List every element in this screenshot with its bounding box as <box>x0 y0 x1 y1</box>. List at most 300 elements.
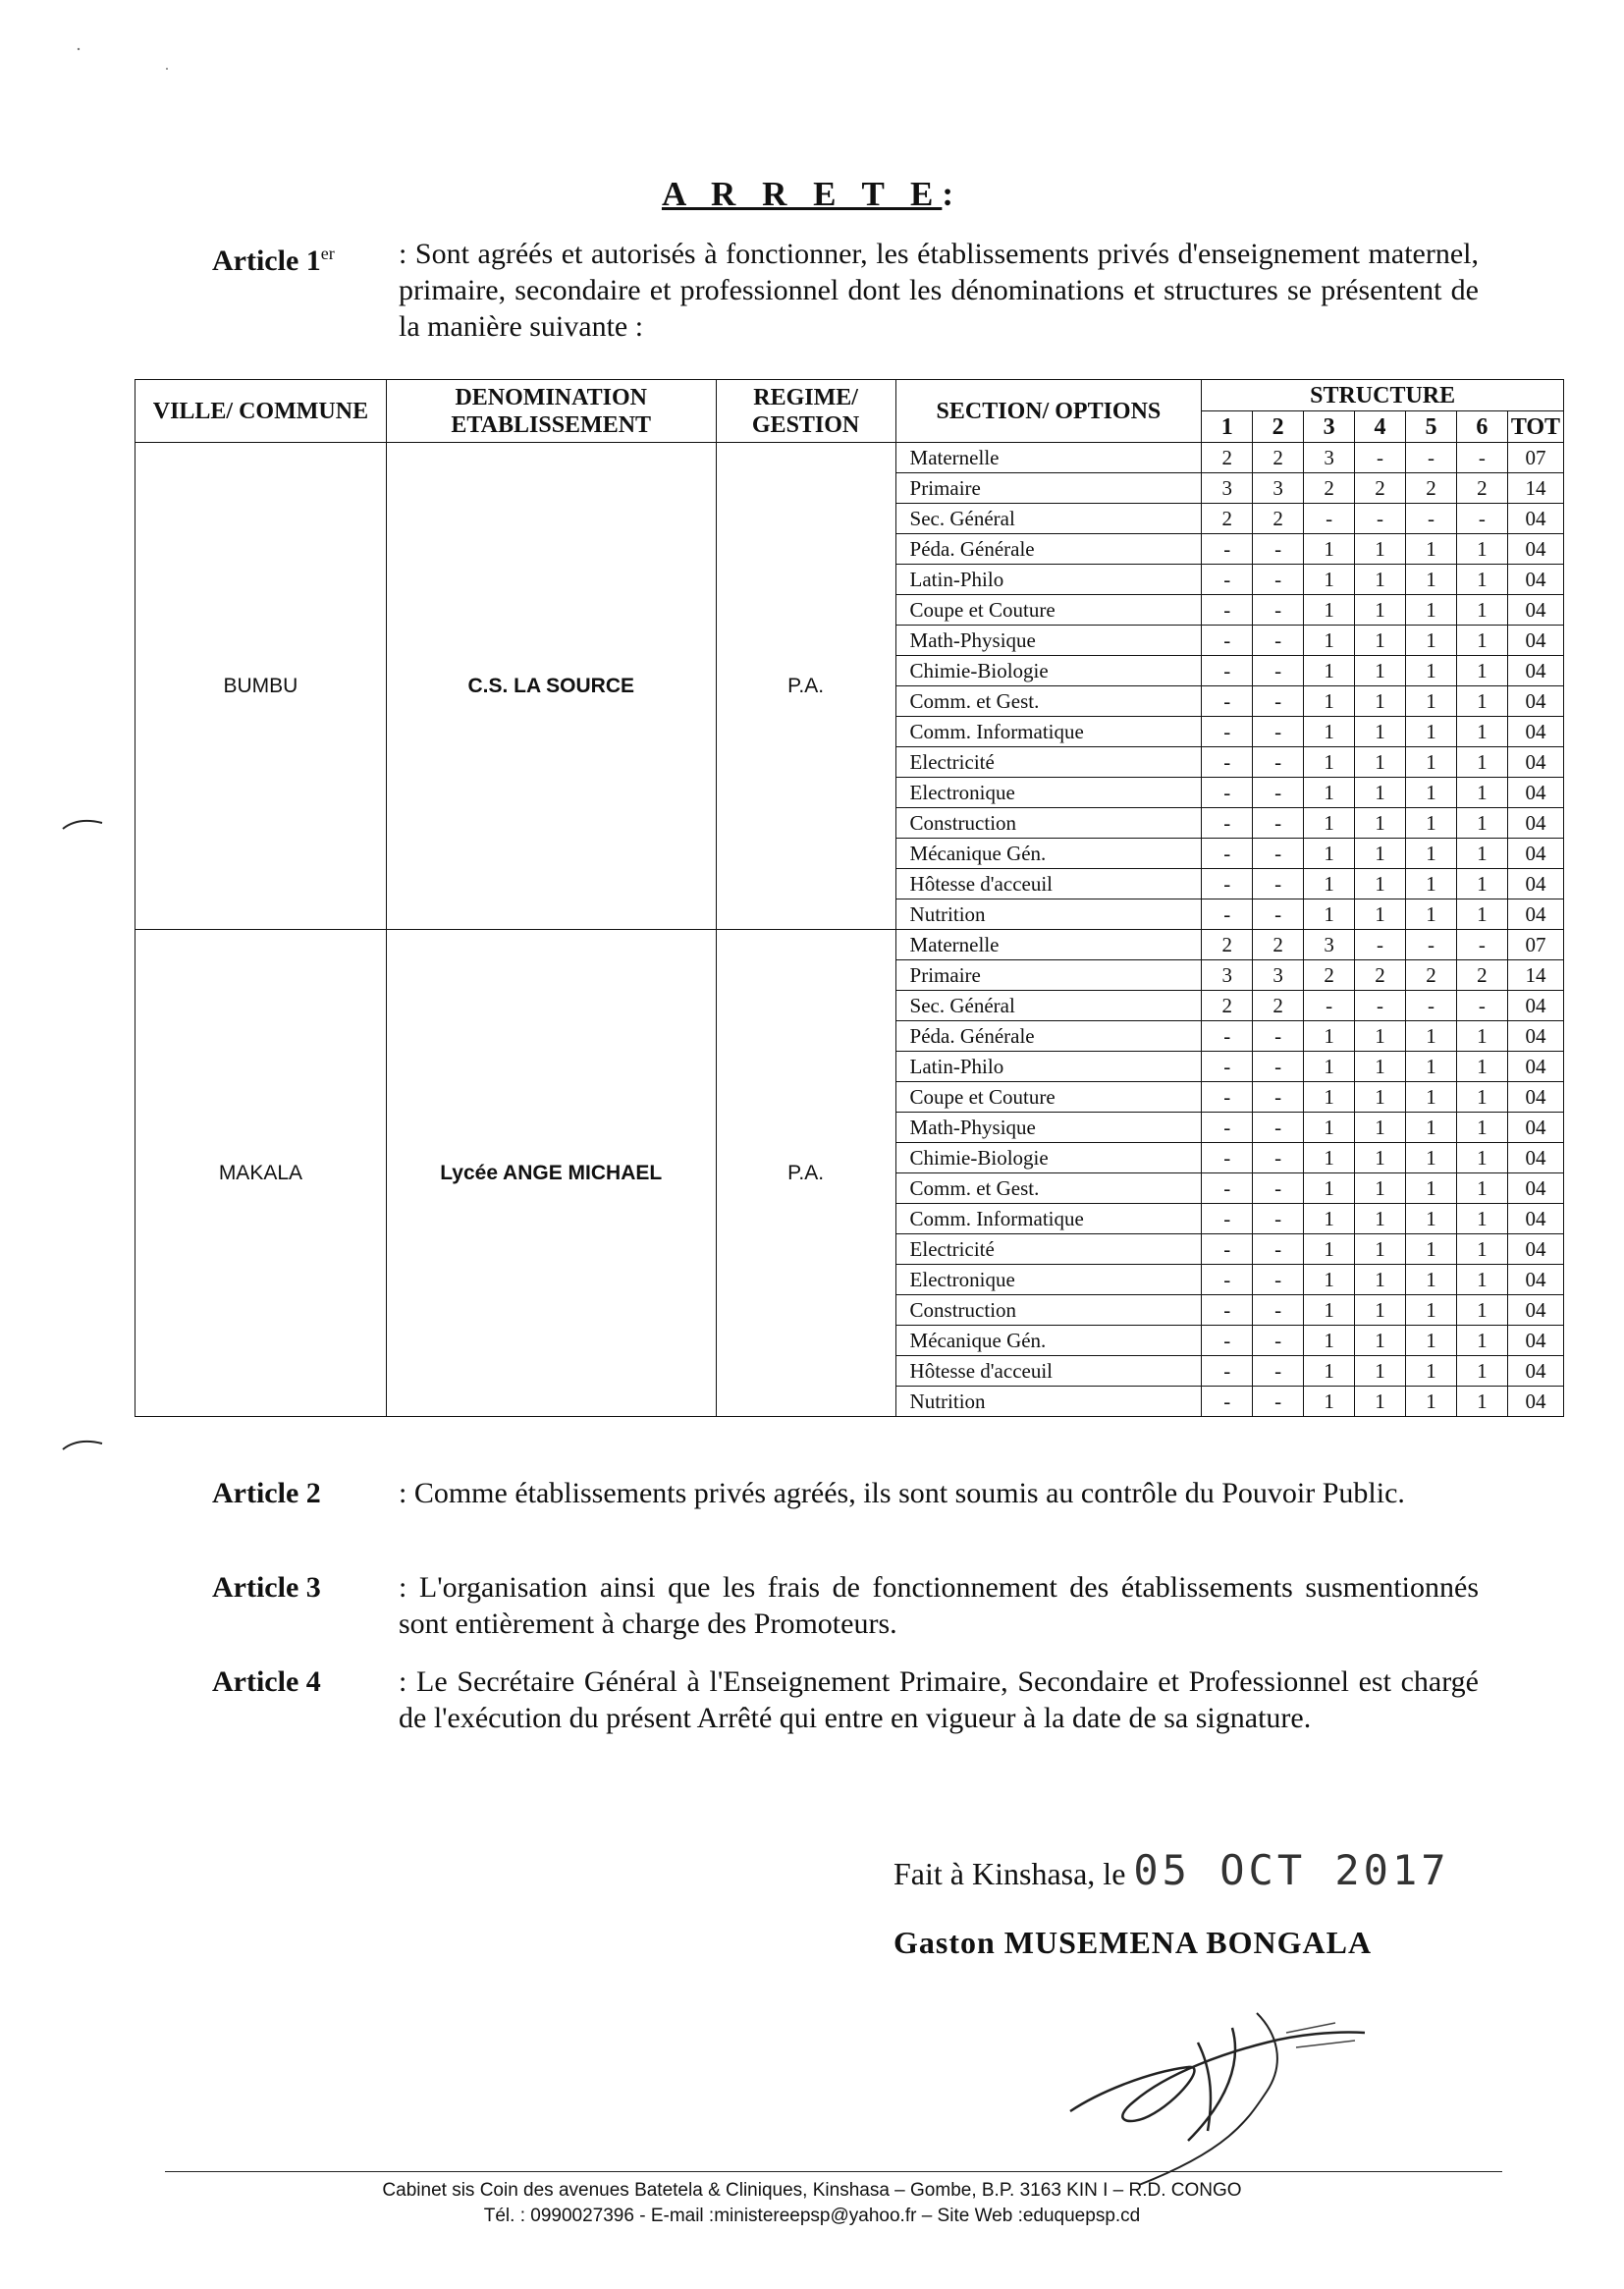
cell-level-value: - <box>1304 504 1355 534</box>
cell-option: Hôtesse d'acceuil <box>895 1356 1202 1387</box>
cell-level-value: 1 <box>1456 534 1507 565</box>
cell-level-value: - <box>1304 991 1355 1021</box>
cell-level-value: 1 <box>1456 899 1507 930</box>
cell-level-value: 2 <box>1253 991 1304 1021</box>
cell-level-value: - <box>1406 443 1457 473</box>
cell-option: Construction <box>895 808 1202 839</box>
footer-contact: Tél. : 0990027396 - E-mail :ministereepsp@yahoo.fr – Site Web :eduquepsp.cd <box>483 2206 1141 2226</box>
cell-level-value: 1 <box>1304 626 1355 656</box>
cell-level-value: 1 <box>1304 565 1355 595</box>
cell-level-value: 1 <box>1355 626 1406 656</box>
cell-level-value: 1 <box>1406 1295 1457 1326</box>
cell-level-value: - <box>1202 686 1253 717</box>
header-level: 6 <box>1456 411 1507 443</box>
article-1-sup: er <box>320 244 335 263</box>
cell-level-value: 2 <box>1202 443 1253 473</box>
cell-level-value: 1 <box>1304 808 1355 839</box>
header-section: SECTION/ OPTIONS <box>895 380 1202 443</box>
cell-level-value: 2 <box>1355 960 1406 991</box>
cell-level-value: - <box>1456 504 1507 534</box>
footer-divider <box>165 2171 1502 2172</box>
cell-level-value: 1 <box>1304 1356 1355 1387</box>
cell-total: 04 <box>1507 534 1563 565</box>
article-2 <box>212 1475 1479 1511</box>
cell-level-value: 1 <box>1406 717 1457 747</box>
cell-level-value: 1 <box>1456 747 1507 778</box>
cell-level-value: - <box>1253 869 1304 899</box>
cell-option: Math-Physique <box>895 1113 1202 1143</box>
cell-level-value: 2 <box>1456 960 1507 991</box>
cell-level-value: - <box>1202 1265 1253 1295</box>
cell-level-value: 1 <box>1304 869 1355 899</box>
cell-level-value: - <box>1406 504 1457 534</box>
header-level: 2 <box>1253 411 1304 443</box>
cell-level-value: 1 <box>1304 1265 1355 1295</box>
cell-total: 04 <box>1507 656 1563 686</box>
cell-level-value: 1 <box>1355 808 1406 839</box>
header-denomination: DENOMINATION ETABLISSEMENT <box>386 380 716 443</box>
cell-level-value: 3 <box>1202 960 1253 991</box>
header-structure: STRUCTURE <box>1202 380 1564 411</box>
cell-total: 04 <box>1507 626 1563 656</box>
cell-total: 04 <box>1507 1021 1563 1052</box>
cell-total: 04 <box>1507 686 1563 717</box>
cell-level-value: - <box>1202 1052 1253 1082</box>
cell-level-value: - <box>1355 443 1406 473</box>
cell-total: 04 <box>1507 1052 1563 1082</box>
cell-level-value: - <box>1456 930 1507 960</box>
cell-level-value: - <box>1253 1326 1304 1356</box>
cell-level-value: - <box>1253 1113 1304 1143</box>
cell-level-value: - <box>1202 1173 1253 1204</box>
cell-level-value: 1 <box>1304 1204 1355 1234</box>
cell-level-value: 1 <box>1456 1295 1507 1326</box>
cell-option: Primaire <box>895 960 1202 991</box>
article-3-text: : L'organisation ainsi que les frais de fonctionnement des établissements susmentionnés sont entièrement à charge des Promoteurs. <box>399 1571 1479 1640</box>
cell-level-value: - <box>1202 869 1253 899</box>
structure-table <box>135 379 1564 1417</box>
cell-level-value: 2 <box>1456 473 1507 504</box>
scan-mark-left-2 <box>59 1436 108 1455</box>
cell-level-value: 1 <box>1355 1082 1406 1113</box>
cell-level-value: 1 <box>1456 1265 1507 1295</box>
cell-level-value: 1 <box>1355 778 1406 808</box>
cell-option: Chimie-Biologie <box>895 1143 1202 1173</box>
cell-total: 04 <box>1507 991 1563 1021</box>
cell-level-value: 1 <box>1456 1082 1507 1113</box>
cell-total: 04 <box>1507 565 1563 595</box>
cell-level-value: 1 <box>1406 1173 1457 1204</box>
cell-level-value: 1 <box>1304 899 1355 930</box>
cell-level-value: - <box>1202 839 1253 869</box>
cell-level-value: - <box>1253 1295 1304 1326</box>
cell-option: Coupe et Couture <box>895 595 1202 626</box>
cell-level-value: - <box>1253 656 1304 686</box>
header-level: 5 <box>1406 411 1457 443</box>
cell-total: 04 <box>1507 869 1563 899</box>
title-colon: : <box>942 175 963 213</box>
article-3-label: Article 3 <box>212 1571 321 1604</box>
cell-level-value: 1 <box>1456 1113 1507 1143</box>
cell-level-value: 2 <box>1406 473 1457 504</box>
cell-level-value: - <box>1406 991 1457 1021</box>
cell-level-value: 1 <box>1304 1173 1355 1204</box>
cell-level-value: 2 <box>1406 960 1457 991</box>
header-level: 1 <box>1202 411 1253 443</box>
cell-level-value: 2 <box>1202 930 1253 960</box>
table-row <box>135 930 1564 960</box>
cell-level-value: - <box>1202 1113 1253 1143</box>
cell-option: Chimie-Biologie <box>895 656 1202 686</box>
cell-level-value: 1 <box>1406 808 1457 839</box>
cell-level-value: 1 <box>1304 656 1355 686</box>
cell-total: 04 <box>1507 595 1563 626</box>
cell-level-value: - <box>1253 899 1304 930</box>
cell-total: 04 <box>1507 839 1563 869</box>
cell-level-value: 1 <box>1304 534 1355 565</box>
cell-regime: P.A. <box>716 930 895 1417</box>
article-2-text: : Comme établissements privés agréés, ils sont soumis au contrôle du Pouvoir Public. <box>399 1477 1405 1509</box>
cell-level-value: 1 <box>1406 1082 1457 1113</box>
cell-option: Mécanique Gén. <box>895 1326 1202 1356</box>
cell-ville: BUMBU <box>135 443 387 930</box>
cell-level-value: 1 <box>1355 1052 1406 1082</box>
cell-level-value: - <box>1253 626 1304 656</box>
header-level: 3 <box>1304 411 1355 443</box>
cell-level-value: 1 <box>1355 686 1406 717</box>
cell-level-value: - <box>1253 1234 1304 1265</box>
cell-level-value: 1 <box>1456 808 1507 839</box>
cell-total: 04 <box>1507 1387 1563 1417</box>
cell-total: 04 <box>1507 747 1563 778</box>
cell-level-value: 1 <box>1355 1356 1406 1387</box>
cell-option: Comm. Informatique <box>895 1204 1202 1234</box>
cell-level-value: 1 <box>1355 565 1406 595</box>
cell-level-value: - <box>1202 534 1253 565</box>
cell-level-value: 1 <box>1355 1265 1406 1295</box>
cell-level-value: - <box>1202 778 1253 808</box>
cell-option: Latin-Philo <box>895 1052 1202 1082</box>
cell-total: 04 <box>1507 1326 1563 1356</box>
cell-level-value: - <box>1355 930 1406 960</box>
footer-address: Cabinet sis Coin des avenues Batetela & Cliniques, Kinshasa – Gombe, B.P. 3163 KIN I – R.D. CONGO <box>382 2180 1242 2201</box>
cell-level-value: - <box>1406 930 1457 960</box>
cell-level-value: 1 <box>1406 1021 1457 1052</box>
cell-total: 04 <box>1507 808 1563 839</box>
cell-level-value: - <box>1253 1021 1304 1052</box>
cell-level-value: 1 <box>1406 656 1457 686</box>
cell-level-value: 1 <box>1456 1234 1507 1265</box>
cell-level-value: 1 <box>1406 1204 1457 1234</box>
cell-level-value: 1 <box>1456 1021 1507 1052</box>
cell-level-value: 1 <box>1456 1356 1507 1387</box>
cell-level-value: 3 <box>1304 930 1355 960</box>
cell-level-value: 1 <box>1355 747 1406 778</box>
article-4 <box>212 1663 1479 1736</box>
cell-level-value: 1 <box>1355 1387 1406 1417</box>
article-3 <box>212 1569 1479 1642</box>
cell-option: Electronique <box>895 778 1202 808</box>
cell-level-value: 1 <box>1456 656 1507 686</box>
cell-total: 04 <box>1507 1143 1563 1173</box>
cell-level-value: 1 <box>1304 1082 1355 1113</box>
cell-total: 04 <box>1507 1113 1563 1143</box>
date-stamp: 05 OCT 2017 <box>1133 1846 1450 1894</box>
cell-level-value: 3 <box>1253 473 1304 504</box>
cell-level-value: 1 <box>1355 1204 1406 1234</box>
cell-level-value: - <box>1253 595 1304 626</box>
article-4-text: : Le Secrétaire Général à l'Enseignement Primaire, Secondaire et Professionnel est chargé de l'exécution du présent Arrêté qui entre en vigueur à la date de sa signature. <box>399 1665 1479 1734</box>
cell-total: 04 <box>1507 1173 1563 1204</box>
signature-place-text: Fait à Kinshasa, le <box>893 1856 1126 1891</box>
cell-option: Maternelle <box>895 930 1202 960</box>
header-level: 4 <box>1355 411 1406 443</box>
cell-level-value: 1 <box>1304 1387 1355 1417</box>
cell-level-value: - <box>1202 808 1253 839</box>
cell-level-value: 1 <box>1456 869 1507 899</box>
cell-level-value: - <box>1202 565 1253 595</box>
cell-level-value: 1 <box>1456 595 1507 626</box>
cell-level-value: 1 <box>1406 869 1457 899</box>
cell-level-value: - <box>1253 839 1304 869</box>
cell-option: Maternelle <box>895 443 1202 473</box>
cell-level-value: 1 <box>1304 747 1355 778</box>
cell-option: Nutrition <box>895 1387 1202 1417</box>
table-row <box>135 443 1564 473</box>
cell-level-value: 1 <box>1456 1204 1507 1234</box>
cell-level-value: 1 <box>1406 839 1457 869</box>
cell-level-value: 2 <box>1202 991 1253 1021</box>
cell-level-value: - <box>1253 1265 1304 1295</box>
cell-level-value: - <box>1253 1204 1304 1234</box>
cell-level-value: 1 <box>1406 747 1457 778</box>
cell-total: 07 <box>1507 930 1563 960</box>
article-1-text: : Sont agréés et autorisés à fonctionner, les établissements privés d'enseignement maternel, primaire, secondaire et professionnel dont les dénominations et structures se présentent de la manière suivante : <box>399 238 1479 343</box>
cell-level-value: 1 <box>1406 1387 1457 1417</box>
cell-level-value: 2 <box>1304 960 1355 991</box>
cell-level-value: - <box>1202 1356 1253 1387</box>
article-2-label: Article 2 <box>212 1477 321 1509</box>
cell-level-value: 3 <box>1304 443 1355 473</box>
cell-level-value: - <box>1202 1234 1253 1265</box>
cell-level-value: 1 <box>1304 1113 1355 1143</box>
cell-level-value: 1 <box>1456 1387 1507 1417</box>
cell-level-value: 1 <box>1456 565 1507 595</box>
cell-option: Comm. et Gest. <box>895 1173 1202 1204</box>
cell-level-value: 1 <box>1304 839 1355 869</box>
handwritten-signature <box>1041 1974 1394 2190</box>
cell-level-value: 1 <box>1406 1265 1457 1295</box>
cell-option: Hôtesse d'acceuil <box>895 869 1202 899</box>
cell-level-value: 2 <box>1253 504 1304 534</box>
cell-level-value: 1 <box>1355 1143 1406 1173</box>
cell-option: Comm. Informatique <box>895 717 1202 747</box>
cell-level-value: 1 <box>1355 656 1406 686</box>
cell-total: 14 <box>1507 960 1563 991</box>
cell-denomination: C.S. LA SOURCE <box>386 443 716 930</box>
cell-level-value: - <box>1202 1143 1253 1173</box>
cell-option: Electronique <box>895 1265 1202 1295</box>
cell-level-value: - <box>1253 1356 1304 1387</box>
cell-level-value: 1 <box>1355 1234 1406 1265</box>
cell-option: Péda. Générale <box>895 1021 1202 1052</box>
cell-total: 04 <box>1507 504 1563 534</box>
cell-level-value: 1 <box>1406 1052 1457 1082</box>
cell-level-value: 1 <box>1355 1021 1406 1052</box>
cell-level-value: 2 <box>1253 930 1304 960</box>
scan-mark-left-1 <box>59 815 108 835</box>
cell-option: Construction <box>895 1295 1202 1326</box>
cell-option: Sec. Général <box>895 504 1202 534</box>
signatory-name: Gaston MUSEMENA BONGALA <box>893 1925 1373 1960</box>
cell-level-value: 1 <box>1355 1326 1406 1356</box>
cell-level-value: 1 <box>1355 869 1406 899</box>
cell-level-value: 2 <box>1202 504 1253 534</box>
cell-denomination: Lycée ANGE MICHAEL <box>386 930 716 1417</box>
header-level: TOT <box>1507 411 1563 443</box>
cell-level-value: 1 <box>1406 626 1457 656</box>
article-1-label: Article 1er <box>212 244 335 277</box>
cell-level-value: - <box>1202 1326 1253 1356</box>
cell-option: Comm. et Gest. <box>895 686 1202 717</box>
cell-level-value: - <box>1253 1173 1304 1204</box>
cell-level-value: 1 <box>1406 1356 1457 1387</box>
cell-option: Péda. Générale <box>895 534 1202 565</box>
cell-level-value: 1 <box>1304 595 1355 626</box>
cell-level-value: - <box>1253 686 1304 717</box>
cell-level-value: 1 <box>1304 686 1355 717</box>
cell-level-value: 1 <box>1456 1326 1507 1356</box>
cell-total: 04 <box>1507 1295 1563 1326</box>
cell-level-value: 1 <box>1304 1052 1355 1082</box>
cell-level-value: 1 <box>1304 1143 1355 1173</box>
cell-level-value: 1 <box>1304 1021 1355 1052</box>
cell-level-value: 1 <box>1406 1143 1457 1173</box>
cell-level-value: - <box>1202 1204 1253 1234</box>
cell-level-value: - <box>1253 1082 1304 1113</box>
cell-total: 04 <box>1507 778 1563 808</box>
cell-level-value: - <box>1202 1387 1253 1417</box>
cell-level-value: 1 <box>1406 1234 1457 1265</box>
cell-level-value: - <box>1253 534 1304 565</box>
cell-level-value: 1 <box>1456 686 1507 717</box>
cell-level-value: 1 <box>1355 595 1406 626</box>
cell-option: Latin-Philo <box>895 565 1202 595</box>
cell-total: 04 <box>1507 1356 1563 1387</box>
signature-place <box>893 1846 1450 1894</box>
cell-level-value: 3 <box>1202 473 1253 504</box>
cell-total: 04 <box>1507 899 1563 930</box>
cell-total: 04 <box>1507 1082 1563 1113</box>
cell-level-value: - <box>1253 747 1304 778</box>
cell-level-value: - <box>1202 747 1253 778</box>
cell-level-value: 2 <box>1304 473 1355 504</box>
cell-total: 14 <box>1507 473 1563 504</box>
cell-level-value: - <box>1202 1082 1253 1113</box>
cell-level-value: - <box>1253 1387 1304 1417</box>
cell-level-value: - <box>1253 1052 1304 1082</box>
cell-level-value: - <box>1355 991 1406 1021</box>
cell-option: Mécanique Gén. <box>895 839 1202 869</box>
cell-level-value: - <box>1253 778 1304 808</box>
cell-level-value: 1 <box>1304 778 1355 808</box>
cell-level-value: 1 <box>1456 1052 1507 1082</box>
cell-level-value: - <box>1253 808 1304 839</box>
cell-level-value: 1 <box>1456 717 1507 747</box>
cell-level-value: 1 <box>1304 717 1355 747</box>
cell-level-value: - <box>1202 626 1253 656</box>
article-4-label: Article 4 <box>212 1665 321 1698</box>
cell-regime: P.A. <box>716 443 895 930</box>
cell-ville: MAKALA <box>135 930 387 1417</box>
cell-level-value: - <box>1355 504 1406 534</box>
cell-level-value: 1 <box>1355 1113 1406 1143</box>
cell-level-value: - <box>1456 991 1507 1021</box>
cell-level-value: - <box>1202 1021 1253 1052</box>
cell-level-value: 2 <box>1355 473 1406 504</box>
cell-level-value: - <box>1202 595 1253 626</box>
cell-level-value: 1 <box>1355 1295 1406 1326</box>
header-regime: REGIME/ GESTION <box>716 380 895 443</box>
cell-level-value: 1 <box>1304 1326 1355 1356</box>
cell-level-value: 3 <box>1253 960 1304 991</box>
cell-level-value: 1 <box>1355 899 1406 930</box>
cell-level-value: 1 <box>1456 839 1507 869</box>
cell-level-value: 1 <box>1355 839 1406 869</box>
cell-level-value: 1 <box>1406 686 1457 717</box>
cell-level-value: 2 <box>1253 443 1304 473</box>
cell-total: 04 <box>1507 1234 1563 1265</box>
cell-level-value: 1 <box>1304 1234 1355 1265</box>
cell-level-value: 1 <box>1456 778 1507 808</box>
cell-level-value: 1 <box>1355 717 1406 747</box>
cell-level-value: 1 <box>1304 1295 1355 1326</box>
cell-total: 07 <box>1507 443 1563 473</box>
cell-total: 04 <box>1507 717 1563 747</box>
cell-level-value: 1 <box>1406 565 1457 595</box>
cell-level-value: 1 <box>1406 595 1457 626</box>
cell-option: Math-Physique <box>895 626 1202 656</box>
cell-total: 04 <box>1507 1265 1563 1295</box>
cell-level-value: 1 <box>1456 626 1507 656</box>
cell-option: Sec. Général <box>895 991 1202 1021</box>
cell-level-value: - <box>1253 565 1304 595</box>
article-1 <box>212 236 1479 345</box>
cell-option: Primaire <box>895 473 1202 504</box>
header-ville: VILLE/ COMMUNE <box>135 380 387 443</box>
document-title <box>0 175 1624 214</box>
cell-level-value: 1 <box>1406 1113 1457 1143</box>
cell-level-value: 1 <box>1456 1143 1507 1173</box>
cell-level-value: - <box>1253 717 1304 747</box>
cell-level-value: - <box>1202 899 1253 930</box>
cell-level-value: 1 <box>1456 1173 1507 1204</box>
cell-level-value: - <box>1253 1143 1304 1173</box>
cell-level-value: 1 <box>1406 778 1457 808</box>
cell-option: Electricité <box>895 747 1202 778</box>
cell-option: Nutrition <box>895 899 1202 930</box>
cell-option: Electricité <box>895 1234 1202 1265</box>
scan-specks <box>59 39 177 79</box>
cell-level-value: - <box>1202 656 1253 686</box>
cell-level-value: 1 <box>1355 534 1406 565</box>
cell-total: 04 <box>1507 1204 1563 1234</box>
cell-level-value: - <box>1456 443 1507 473</box>
title-text: A R R E T E <box>661 175 943 213</box>
cell-option: Coupe et Couture <box>895 1082 1202 1113</box>
cell-level-value: - <box>1202 717 1253 747</box>
cell-level-value: - <box>1202 1295 1253 1326</box>
